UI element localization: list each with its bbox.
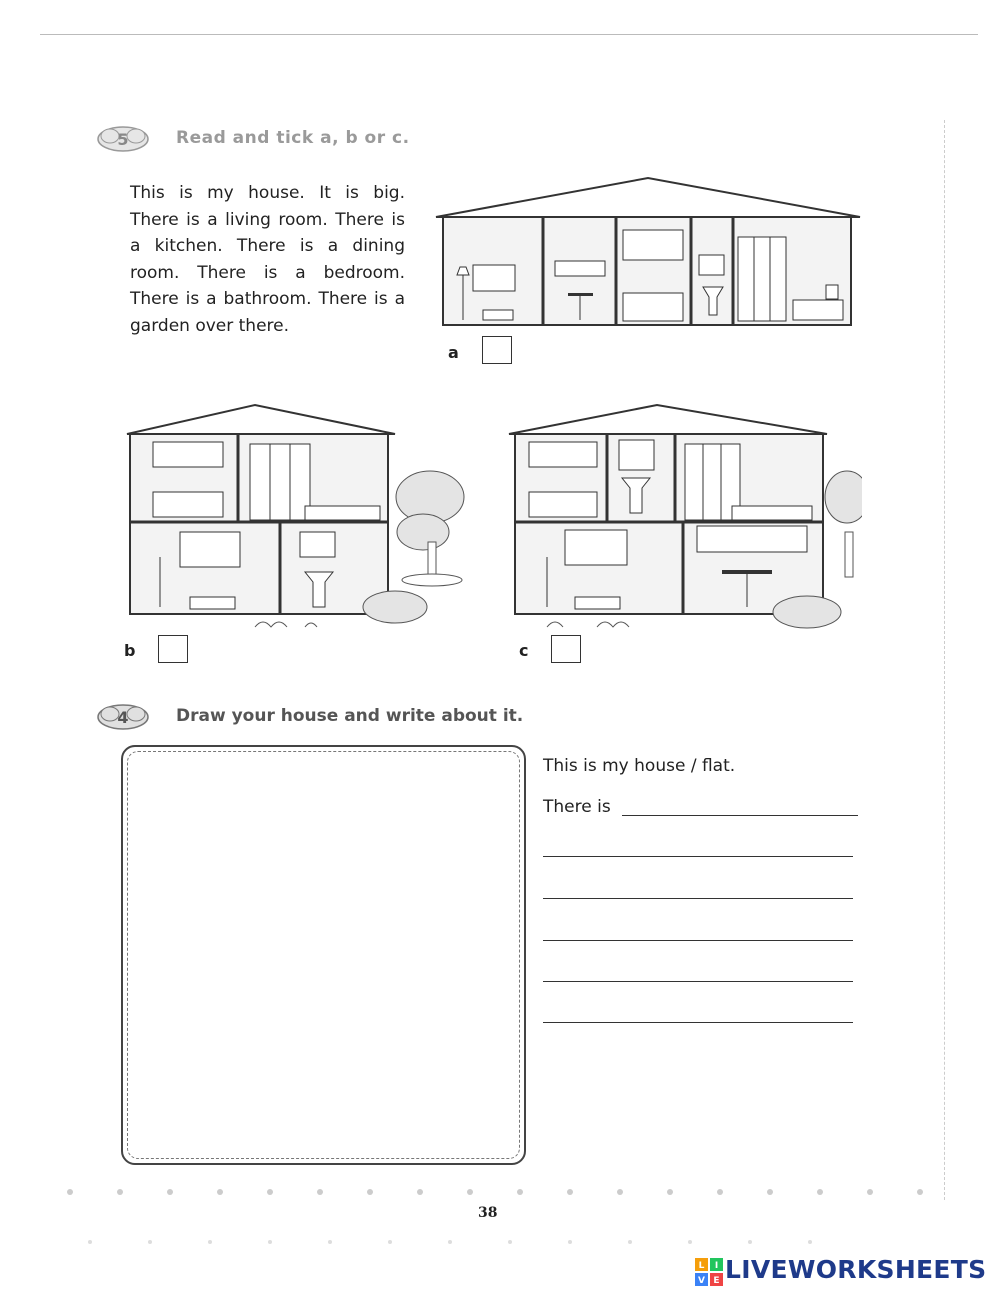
decorative-dots-row-2 bbox=[60, 1237, 940, 1247]
page-number: 38 bbox=[478, 1205, 498, 1221]
option-c-tickbox[interactable] bbox=[551, 635, 581, 663]
writing-line-1-text: This is my house / flat. bbox=[543, 756, 736, 776]
exercise-4-badge-icon bbox=[96, 702, 150, 732]
exercise-4-number: 4 bbox=[117, 708, 129, 727]
drawing-area[interactable] bbox=[121, 745, 526, 1165]
house-b-illustration bbox=[125, 402, 465, 632]
svg-text:I: I bbox=[714, 1261, 719, 1271]
writing-line-5[interactable] bbox=[543, 940, 853, 941]
liveworksheets-logo-text[interactable]: LIVEWORKSHEETS bbox=[725, 1255, 987, 1284]
house-a-illustration bbox=[433, 175, 863, 330]
exercise-5-title: Read and tick a, b or c. bbox=[176, 128, 410, 148]
option-a-tickbox[interactable] bbox=[482, 336, 512, 364]
option-c-label: c bbox=[519, 641, 529, 660]
svg-text:V: V bbox=[698, 1276, 705, 1286]
writing-line-4[interactable] bbox=[543, 898, 853, 899]
exercise-5-number: 5 bbox=[117, 130, 129, 149]
liveworksheets-logo-icon bbox=[695, 1258, 723, 1286]
option-b-tickbox[interactable] bbox=[158, 635, 188, 663]
exercise-5-paragraph: This is my house. It is big. There is a living room. There is a kitchen. There is a dining room. There is a bedroom. There is a bathroom. There is a garden over there. bbox=[130, 183, 405, 336]
writing-line-2[interactable] bbox=[622, 815, 858, 816]
writing-line-6[interactable] bbox=[543, 981, 853, 982]
writing-line-3[interactable] bbox=[543, 856, 853, 857]
exercise-5-badge-icon bbox=[96, 124, 150, 154]
writing-line-2-prefix: There is bbox=[543, 797, 611, 817]
writing-line-7[interactable] bbox=[543, 1022, 853, 1023]
exercise-4-title: Draw your house and write about it. bbox=[176, 706, 524, 726]
option-b-label: b bbox=[124, 641, 136, 660]
svg-text:L: L bbox=[698, 1261, 705, 1271]
page-top-rule bbox=[40, 34, 978, 35]
option-a-label: a bbox=[448, 343, 459, 362]
svg-text:E: E bbox=[713, 1276, 720, 1286]
house-c-illustration bbox=[507, 402, 862, 632]
decorative-dots-row-1 bbox=[60, 1187, 940, 1197]
page-right-rule bbox=[944, 120, 945, 1200]
